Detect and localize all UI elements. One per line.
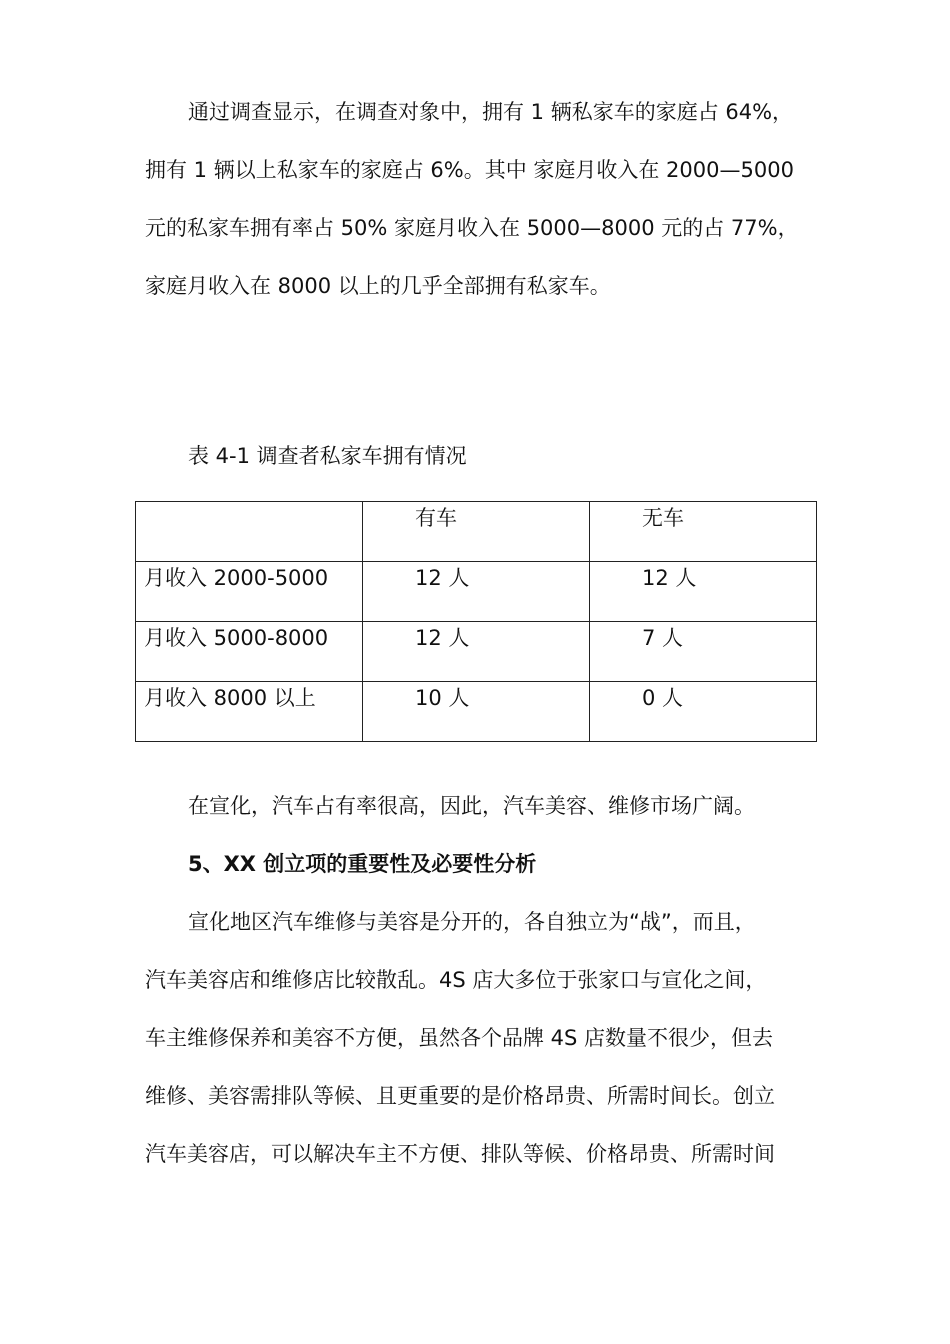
paragraph-line: 宣化地区汽车维修与美容是分开的，各自独立为“战”，而且， xyxy=(188,910,756,934)
paragraph-line: 车主维修保养和美容不方便，虽然各个品牌 4S 店数量不很少，但去 xyxy=(145,1026,774,1050)
table-header-row xyxy=(136,502,817,562)
paragraph-line: 维修、美容需排队等候、且更重要的是价格昂贵、所需时间长。创立 xyxy=(145,1084,775,1108)
row-label: 月收入 2000-5000 xyxy=(136,562,363,622)
table-row xyxy=(136,562,817,622)
table-row xyxy=(136,622,817,682)
cell-has-car: 12 人 xyxy=(363,622,590,682)
cell-no-car: 7 人 xyxy=(590,622,817,682)
cell-no-car: 12 人 xyxy=(590,562,817,622)
paragraph-line: 家庭月收入在 8000 以上的几乎全部拥有私家车。 xyxy=(145,274,611,298)
row-label: 月收入 5000-8000 xyxy=(136,622,363,682)
header-cell-no-car: 无车 xyxy=(590,502,817,562)
paragraph-market-summary: 在宣化，汽车占有率很高，因此，汽车美容、维修市场广阔。 xyxy=(188,794,755,818)
cell-no-car: 0 人 xyxy=(590,682,817,742)
table-caption: 表 4-1 调查者私家车拥有情况 xyxy=(188,444,467,468)
cell-has-car: 12 人 xyxy=(363,562,590,622)
header-cell-has-car: 有车 xyxy=(363,502,590,562)
paragraph-line: 汽车美容店，可以解决车主不方便、排队等候、价格昂贵、所需时间 xyxy=(145,1142,775,1166)
paragraph-line: 汽车美容店和维修店比较散乱。4S 店大多位于张家口与宣化之间， xyxy=(145,968,767,992)
paragraph-line: 元的私家车拥有率占 50% 家庭月收入在 5000—8000 元的占 77%， xyxy=(145,216,799,240)
table-row xyxy=(136,682,817,742)
car-ownership-table xyxy=(135,501,817,742)
row-label: 月收入 8000 以上 xyxy=(136,682,363,742)
paragraph-line: 通过调查显示，在调查对象中，拥有 1 辆私家车的家庭占 64%， xyxy=(188,100,794,124)
paragraph-line: 拥有 1 辆以上私家车的家庭占 6%。其中 家庭月收入在 2000—5000 xyxy=(145,158,794,182)
cell-has-car: 10 人 xyxy=(363,682,590,742)
section-heading: 5、XX 创立项的重要性及必要性分析 xyxy=(188,852,537,876)
header-cell-empty xyxy=(136,502,363,562)
